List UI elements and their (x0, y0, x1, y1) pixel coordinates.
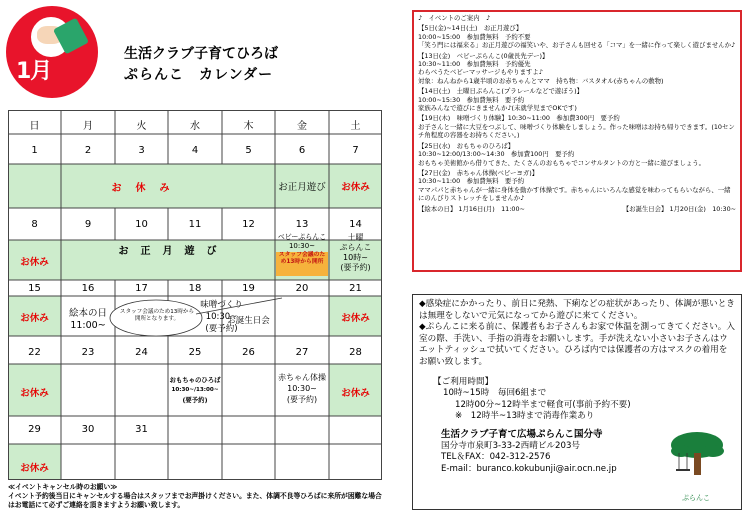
closed-label: お休み (20, 463, 49, 474)
day-number: 19 (242, 283, 255, 294)
info-panel (412, 294, 742, 510)
day-number: 27 (295, 347, 309, 358)
miso-reservation: (要予約) (205, 324, 238, 334)
calendar (8, 110, 382, 480)
event-3 (418, 87, 736, 112)
day-number: 17 (135, 283, 148, 294)
day-number: 1 (31, 145, 38, 156)
day-number: 20 (295, 283, 309, 294)
birthday-footer: 【お誕生日会】 1月20日(金) 10:30~ (622, 204, 736, 213)
event-6-title: 【27日(金) 赤ちゃん体操(ベビーヨガ)】 (418, 168, 539, 177)
day-number: 28 (349, 347, 362, 358)
event-2-line3: 対象：ねんねから1歳半頃のお赤ちゃんとママ 持ち物：バスタオル(赤ちゃんの敷物) (418, 76, 664, 85)
weekday-mon: 月 (83, 121, 93, 132)
baby-plunko-label: ベビーぷらんこ (277, 233, 327, 241)
entry-notice: ◆ぷらんこに来る前に、保護者もお子さんもお家で体温を測ってきてください。入室の際、手洗い、手指の消毒をお願いします。手が洗えない小さいお子さんはウエットティッシュで拭いてください。ひろば内では保護者の方はマスクの着用をお願い致します。 (419, 322, 735, 367)
day-number: 26 (242, 347, 255, 358)
baby-exercise-time: 10:30~ (287, 384, 317, 393)
org-phone: TEL＆FAX：042-312-2576 (441, 452, 551, 463)
day-number: 23 (81, 347, 95, 358)
closed-label: お休み (341, 388, 370, 399)
events-heading: ♪ イベントのご案内 ♪ (418, 14, 491, 22)
day-number: 25 (188, 347, 202, 358)
ehon-footer: 【絵本の日】 1月16日(月) 11:00~ (418, 204, 525, 213)
day-number: 14 (349, 219, 362, 230)
omocha-label: おもちゃのひろば (169, 376, 221, 384)
ehon-day-label: 絵本の日 (68, 308, 107, 319)
weekday-tue: 火 (136, 121, 147, 132)
event-5-title: 【25日(水) おもちゃのひろば】 (418, 141, 515, 150)
event-5-line1: 10:30~12:00/13:00~14:30 参加費100円 要予約 (418, 150, 575, 159)
event-4-title: 【19日(木) 味噌づくり体験】10:30~11:00 参加費300円 要予約 (418, 114, 620, 123)
event-4-line1: お子さんと一緒に大豆をつぶして、味噌づくり体験をしましょう。作った味噌はお持ち帰りできます。(10センチ角程度の容器をお持ちください。) (418, 122, 735, 140)
weekday-thu: 木 (243, 121, 254, 132)
weekday-sat: 土 (350, 121, 361, 132)
event-2 (418, 52, 736, 86)
event-1-line2: 「笑う門には福来る」お正月遊びの福笑いや、お子さんも回せる「コマ」を一緒に作って楽しく遊びませんか♪ (418, 41, 736, 50)
tree-logo-icon (667, 429, 729, 493)
day-number: 6 (298, 145, 306, 156)
day-number: 24 (135, 347, 148, 358)
event-3-line2: 家族みんなで遊びにきませんか♪(未就学児までOKです) (418, 104, 577, 113)
baby-plunko-time: 10:30~ (288, 242, 316, 250)
health-notice: ◆感染症にかかったり、前日に発熱、下痢などの症状があったり、体調が悪いときは無理をしないで元気になってから遊びに来てください。 (419, 299, 735, 321)
closed-label: お休み (341, 313, 370, 324)
cancellation-note (8, 483, 383, 510)
day-number: 4 (191, 145, 199, 156)
miso-time: 10:30~ (205, 312, 238, 322)
sat-plunko-3: 10時~ (343, 253, 368, 262)
event-1-line1: 10:00~15:00 参加費無料 予約不要 (418, 32, 531, 41)
org-address: 国分寺市泉町3-33-2西晴ビル203号 (441, 440, 581, 451)
event-5 (418, 142, 736, 167)
cancellation-text: イベント予約後当日にキャンセルする場合はスタッフまでお声掛けください。また、体調不良等ひろばに来所が困難な場合はお電話にて必ずご連絡を頂きますようお願い致します。 (8, 492, 382, 509)
day-number: 9 (84, 219, 92, 230)
closed-label: お休み (20, 257, 49, 268)
day-number: 18 (188, 283, 202, 294)
weekday-wed: 水 (190, 121, 200, 132)
day-number: 3 (138, 145, 145, 156)
day-number: 31 (135, 424, 148, 435)
staff-meeting-badge: スタッフ会議のため13時から開所 (276, 252, 328, 276)
hours-line1: 10時~15時 毎回6組まで (443, 388, 547, 399)
day-number: 2 (84, 145, 92, 156)
event-5-line2: おもちゃ美術館から借りてきた、たくさんのおもちゃでコンサルタントの方と一緒に遊びましょう。 (418, 158, 706, 167)
new-year-play-label: お正月遊び (278, 182, 326, 193)
weekday-sun: 日 (29, 121, 40, 132)
day-number: 13 (295, 219, 309, 230)
hours-title: 【ご利用時間】 (433, 376, 494, 387)
callout-text: スタッフ会議のため13時から開所となります。 (119, 309, 195, 322)
month-label: 1月 (16, 59, 52, 84)
day-number: 21 (349, 283, 362, 294)
org-email[interactable]: E-mail：buranco.kokubunji@air.ocn.ne.jp (441, 463, 617, 474)
events-footer (418, 205, 736, 213)
new-year-play-label: お 正 月 遊 び (118, 246, 218, 257)
day-number: 15 (28, 283, 41, 294)
tree-logo-label: ぷらんこ (682, 494, 710, 503)
hours-line2: 12時00分~12時半まで軽食可(事前予約不要) (455, 399, 631, 410)
day-number: 5 (245, 145, 252, 156)
day-number: 29 (28, 424, 41, 435)
day-number: 30 (81, 424, 95, 435)
sat-plunko-1: 土曜 (347, 233, 364, 242)
closed-label: お休み (20, 388, 49, 399)
day-number: 7 (352, 145, 359, 156)
ehon-day-time: 11:00~ (70, 320, 106, 331)
day-number: 8 (31, 219, 38, 230)
event-2-line1: 10:30~11:00 参加費無料 予約優先 (418, 60, 531, 69)
birthday-party-label: お誕生日会 (227, 316, 270, 326)
event-4 (418, 114, 736, 139)
events-panel (412, 10, 742, 272)
event-3-title: 【14日(土) 土曜日ぷらんこ(プラレールなどで遊ぼう)】 (418, 87, 583, 96)
closed-label: お休み (341, 182, 370, 193)
weekday-fri: 金 (297, 121, 307, 132)
title-line2: ぷらんこ カレンダー (124, 67, 274, 83)
sat-plunko-2: ぷらんこ (339, 243, 372, 252)
closed-label: お休み (20, 313, 49, 324)
event-6-line2: ママパパと赤ちゃんが一緒に身体を動かす体操です。赤ちゃんにいろんな感覚を味わってもらいながら、一緒にのんびりストレッチをしませんか♪ (418, 185, 731, 203)
baby-exercise-label: 赤ちゃん体操 (278, 373, 326, 382)
omocha-reservation: (要予約) (182, 396, 208, 404)
baby-exercise-reservation: (要予約) (286, 395, 318, 404)
event-6-line1: 10:30~11:00 参加費無料 要予約 (418, 177, 525, 186)
event-2-title: 【13日(金) ベビーぷらんこ(0歳長先デー)】 (418, 51, 549, 60)
sat-plunko-4: (要予約) (340, 263, 371, 272)
cancellation-title: ≪イベントキャンセル時のお願い≫ (8, 483, 118, 491)
day-number: 11 (188, 219, 202, 230)
event-2-line2: わらべうたベビーマッサージもやりますよ♪ (418, 68, 543, 77)
miso-label: 味噌づくり (200, 300, 243, 310)
hours-line3: ※ 12時半~13時まで消毒作業あり (455, 411, 595, 422)
event-1 (418, 24, 736, 49)
day-number: 12 (242, 219, 255, 230)
omocha-time: 10:30~/13:00~ (171, 387, 219, 393)
day-number: 16 (81, 283, 95, 294)
title-line1: 生活クラブ子育てひろば (124, 46, 278, 62)
day-number: 10 (135, 219, 148, 230)
event-1-title: 【5日(金)~14日(土) お正月遊び】 (418, 24, 523, 33)
hours-block (419, 377, 735, 423)
event-3-line1: 10:00~15:30 参加費無料 要予約 (418, 95, 525, 104)
event-6 (418, 169, 736, 203)
closed-label: お 休 み (111, 183, 172, 194)
day-number: 22 (28, 347, 41, 358)
org-name: 生活クラブ子育て広場ぷらんこ国分寺 (441, 428, 603, 440)
